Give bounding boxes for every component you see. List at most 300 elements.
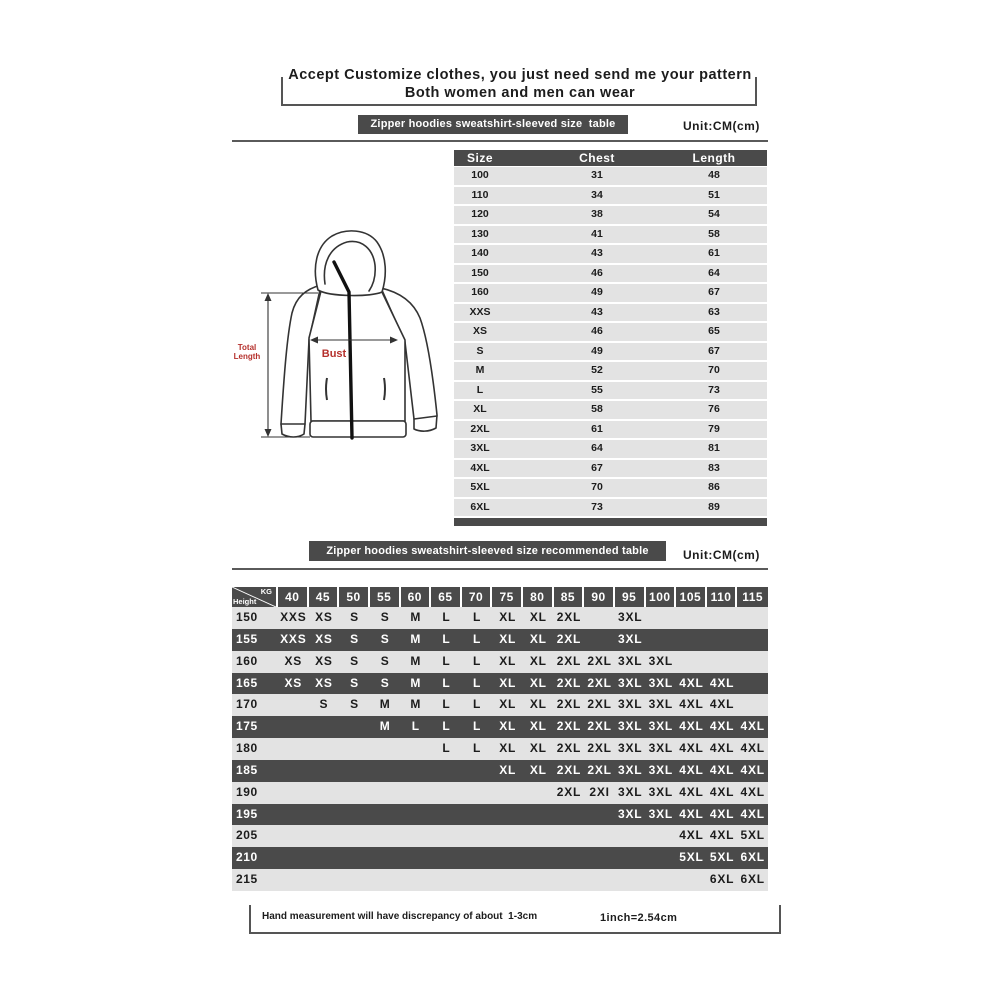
recommended-size-cell: XS: [315, 631, 333, 646]
recommended-size-cell: 2XL: [556, 610, 582, 624]
length-cell: 81: [708, 442, 720, 454]
recommended-size-cell: 3XL: [617, 675, 643, 690]
recommended-size-cell: [339, 716, 370, 738]
chest-cell: 46: [591, 325, 603, 337]
recommended-size-cell: [462, 825, 493, 847]
weight-header-cell: 55: [370, 587, 401, 607]
recommended-size-cell: [554, 804, 585, 826]
recommended-size-cell: [676, 629, 707, 651]
height-label-cell: 210: [236, 850, 258, 865]
recommended-size-cell: M: [410, 631, 422, 646]
recommended-size-cell: XL: [499, 762, 517, 777]
recommended-size-cell: XXS: [280, 631, 307, 646]
recommended-size-cell: [462, 760, 493, 782]
size-cell: 160: [471, 286, 489, 298]
height-label-cell: 175: [236, 719, 258, 734]
recommended-size-cell: M: [410, 653, 422, 668]
recommend-table-title: Zipper hoodies sweatshirt-sleeved size recommended table: [309, 541, 666, 561]
recommended-size-cell: L: [411, 719, 420, 734]
chest-cell: 64: [591, 442, 603, 454]
length-cell: 79: [708, 422, 720, 435]
size-table-row: [454, 167, 767, 185]
size-cell: 5XL: [470, 481, 490, 493]
recommended-size-cell: L: [472, 719, 482, 734]
size-cell: XXS: [469, 305, 491, 318]
recommended-size-cell: XL: [529, 697, 547, 712]
recommend-table-row: [232, 782, 768, 804]
size-table-row: [454, 479, 767, 497]
recommended-size-cell: 5XL: [740, 828, 765, 843]
recommended-size-cell: [492, 825, 523, 847]
chest-cell: 70: [591, 481, 603, 493]
recommended-size-cell: [676, 869, 707, 891]
weight-header-cell: 95: [615, 587, 646, 607]
recommended-size-cell: S: [350, 697, 359, 712]
recommended-size-cell: XL: [529, 762, 547, 777]
recommended-size-cell: [370, 738, 401, 760]
recommended-size-cell: 3XL: [617, 653, 643, 668]
waistband: [310, 421, 406, 437]
recommended-size-cell: [370, 869, 401, 891]
recommended-size-cell: 3XL: [648, 741, 674, 756]
recommend-table-row: [232, 673, 768, 695]
recommended-size-cell: [339, 782, 370, 804]
size-table-row: [454, 323, 767, 341]
recommended-size-cell: [462, 804, 493, 826]
recommended-size-cell: 6XL: [709, 872, 735, 887]
size-table-title: Zipper hoodies sweatshirt-sleeved size table: [358, 115, 628, 134]
recommend-table-row: [232, 760, 768, 782]
recommended-size-cell: XS: [284, 653, 303, 668]
size-table-row: [454, 265, 767, 283]
recommended-size-cell: [584, 607, 615, 629]
weight-header-cell: 110: [707, 587, 738, 607]
recommended-size-cell: S: [380, 610, 390, 624]
recommended-size-cell: [492, 847, 523, 869]
recommended-size-cell: 3XL: [648, 697, 674, 712]
recommended-size-cell: [309, 869, 340, 891]
size-cell: M: [475, 364, 485, 376]
length-cell: 58: [708, 227, 720, 240]
recommended-size-cell: 2XL: [587, 697, 612, 712]
chest-cell: 49: [591, 286, 603, 298]
recommended-size-cell: 6XL: [740, 850, 765, 865]
recommended-size-cell: 4XL: [709, 828, 735, 843]
recommended-size-cell: [278, 694, 309, 716]
recommended-size-cell: L: [442, 675, 451, 690]
recommended-size-cell: [278, 716, 309, 738]
recommended-size-cell: 5XL: [709, 850, 735, 865]
recommended-size-cell: [431, 869, 462, 891]
chest-cell: 61: [591, 422, 603, 435]
height-label-cell: 195: [236, 806, 258, 821]
recommended-size-cell: 3XL: [617, 762, 643, 777]
recommended-size-cell: [523, 869, 554, 891]
recommended-size-cell: [278, 825, 309, 847]
recommended-size-cell: [401, 825, 432, 847]
recommended-size-cell: 4XL: [709, 762, 735, 777]
recommended-size-cell: XL: [529, 610, 547, 624]
recommended-size-cell: [615, 869, 646, 891]
size-table-row: [454, 382, 767, 400]
size-cell: 140: [471, 247, 489, 259]
recommended-size-cell: L: [472, 653, 482, 668]
recommended-size-cell: [278, 869, 309, 891]
weight-header-cell: 100: [646, 587, 677, 607]
recommended-size-cell: 4XL: [709, 697, 735, 712]
length-cell: 48: [708, 169, 720, 181]
recommended-size-cell: M: [410, 697, 422, 712]
chest-cell: 41: [591, 227, 603, 240]
length-cell: 51: [708, 188, 720, 201]
recommended-size-cell: 4XL: [679, 806, 704, 821]
recommended-size-cell: 3XL: [617, 631, 643, 646]
chest-cell: 58: [591, 403, 603, 415]
recommended-size-cell: [309, 847, 340, 869]
chest-cell: 67: [591, 461, 603, 474]
recommended-size-cell: [370, 782, 401, 804]
recommended-size-cell: L: [472, 741, 482, 756]
chest-cell: 43: [591, 247, 603, 259]
length-cell: 67: [708, 344, 720, 357]
recommended-size-cell: L: [442, 697, 451, 712]
recommend-table-row: [232, 629, 768, 651]
length-cell: 83: [708, 461, 720, 474]
recommended-size-cell: [554, 869, 585, 891]
recommended-size-cell: [707, 629, 738, 651]
size-table-row: [454, 206, 767, 224]
recommended-size-cell: 2XL: [556, 719, 582, 734]
recommended-size-cell: 4XL: [709, 784, 735, 799]
recommend-table-row: [232, 738, 768, 760]
recommended-size-cell: [646, 847, 677, 869]
recommended-size-cell: [462, 847, 493, 869]
recommended-size-cell: [615, 847, 646, 869]
length-cell: 64: [708, 266, 720, 279]
recommended-size-cell: [431, 760, 462, 782]
size-cell: 4XL: [470, 461, 490, 474]
recommended-size-cell: L: [472, 631, 482, 646]
recommended-size-cell: XL: [529, 631, 547, 646]
chest-cell: 31: [591, 169, 603, 181]
recommended-size-cell: [278, 782, 309, 804]
recommended-size-cell: 3XL: [617, 784, 643, 799]
weight-header-cell: 90: [584, 587, 615, 607]
recommended-size-cell: XL: [499, 653, 517, 668]
recommended-size-cell: 4XL: [740, 762, 765, 777]
size-table-row: [454, 343, 767, 361]
recommended-size-cell: XL: [499, 697, 517, 712]
size-cell: 110: [471, 188, 489, 201]
height-label-cell: 170: [236, 697, 258, 712]
chest-cell: 73: [591, 500, 603, 513]
customize-headline: Accept Customize clothes, you just need send me your pattern: [288, 67, 752, 83]
recommended-size-cell: [462, 869, 493, 891]
recommended-size-cell: [584, 629, 615, 651]
recommended-size-cell: M: [379, 697, 391, 712]
length-cell: 76: [708, 403, 720, 415]
recommend-table-body: [232, 607, 768, 891]
recommend-table-row: [232, 651, 768, 673]
recommended-size-cell: [339, 869, 370, 891]
recommended-size-cell: [707, 607, 738, 629]
height-label-cell: 160: [236, 653, 258, 668]
recommended-size-cell: [339, 760, 370, 782]
recommended-size-cell: [309, 716, 340, 738]
section-divider: [232, 568, 768, 570]
recommended-size-cell: 2XL: [556, 653, 582, 668]
size-table-row: [454, 284, 767, 302]
recommended-size-cell: XL: [529, 653, 547, 668]
weight-header-cell: 60: [401, 587, 432, 607]
total-length-label: [230, 343, 264, 361]
length-cell: 65: [708, 325, 720, 337]
recommended-size-cell: 2XI: [589, 784, 610, 799]
recommended-size-cell: L: [442, 610, 451, 624]
size-table-row: [454, 460, 767, 478]
recommended-size-cell: XL: [529, 675, 547, 690]
size-table-row: [454, 187, 767, 205]
weight-header-cell: 40: [278, 587, 309, 607]
recommended-size-cell: S: [380, 631, 390, 646]
recommended-size-cell: [646, 607, 677, 629]
recommended-size-cell: [554, 825, 585, 847]
size-table-row: [454, 499, 767, 517]
recommended-size-cell: [523, 782, 554, 804]
chest-cell: 55: [591, 383, 603, 396]
size-table-row: [454, 440, 767, 458]
recommended-size-cell: 4XL: [679, 719, 704, 734]
recommended-size-cell: L: [442, 653, 451, 668]
recommended-size-cell: 4XL: [679, 675, 704, 690]
recommended-size-cell: [584, 847, 615, 869]
weight-axis-label: KG: [260, 587, 272, 596]
recommended-size-cell: [370, 760, 401, 782]
size-cell: 2XL: [470, 422, 490, 435]
weight-header-cell: 65: [431, 587, 462, 607]
recommended-size-cell: [615, 825, 646, 847]
recommended-size-cell: [646, 629, 677, 651]
recommend-table-row: [232, 694, 768, 716]
recommended-size-cell: 4XL: [679, 762, 704, 777]
chest-cell: 34: [591, 188, 603, 201]
recommended-size-cell: [737, 694, 768, 716]
total-length-label-line2: Length: [233, 352, 261, 361]
recommended-size-cell: [523, 847, 554, 869]
weight-header-cell: 105: [676, 587, 707, 607]
recommended-size-cell: [309, 825, 340, 847]
recommended-size-cell: L: [472, 610, 482, 624]
recommended-size-cell: S: [350, 653, 359, 668]
size-table-row: [454, 245, 767, 263]
recommended-size-cell: [492, 869, 523, 891]
recommend-table-row: [232, 804, 768, 826]
recommended-size-cell: 4XL: [740, 741, 765, 756]
recommended-size-cell: [554, 847, 585, 869]
height-label-cell: 205: [236, 828, 258, 843]
recommended-size-cell: XL: [499, 631, 517, 646]
recommended-size-cell: [676, 607, 707, 629]
recommended-size-cell: L: [472, 697, 482, 712]
height-label-cell: 150: [236, 610, 258, 624]
recommended-size-cell: 5XL: [679, 850, 704, 865]
recommended-size-cell: [339, 804, 370, 826]
recommended-size-cell: 4XL: [679, 784, 704, 799]
chest-cell: 46: [591, 266, 603, 279]
height-label-cell: 155: [236, 631, 258, 646]
recommended-size-cell: [370, 847, 401, 869]
recommended-size-cell: 3XL: [617, 697, 643, 712]
recommended-size-cell: 3XL: [617, 806, 643, 821]
weight-header-cell: 75: [492, 587, 523, 607]
recommended-size-cell: 4XL: [679, 828, 704, 843]
recommended-size-cell: [584, 804, 615, 826]
recommended-size-cell: [401, 782, 432, 804]
recommend-table-row: [232, 825, 768, 847]
recommended-size-cell: 2XL: [556, 675, 582, 690]
recommended-size-cell: [370, 804, 401, 826]
recommended-size-cell: [401, 760, 432, 782]
length-cell: 63: [708, 305, 720, 318]
recommended-size-cell: [278, 847, 309, 869]
length-cell: 73: [708, 383, 720, 396]
height-label-cell: 190: [236, 784, 258, 799]
height-weight-corner-cell: [232, 587, 278, 607]
total-length-label-line1: Total: [237, 343, 257, 352]
size-table-row: [454, 362, 767, 380]
recommend-table-row: [232, 869, 768, 891]
size-table-row: [454, 421, 767, 439]
recommended-size-cell: [646, 825, 677, 847]
header-bracket-line: [281, 77, 757, 106]
recommended-size-cell: 4XL: [740, 719, 765, 734]
measurement-discrepancy-note: Hand measurement will have discrepancy of about 1-3cm: [262, 911, 538, 922]
recommended-size-cell: 4XL: [709, 719, 735, 734]
recommended-size-cell: XS: [315, 675, 333, 690]
recommended-size-cell: XL: [529, 719, 547, 734]
inch-conversion-note: 1inch=2.54cm: [600, 912, 678, 924]
recommended-size-cell: XS: [315, 610, 333, 624]
recommended-size-cell: XL: [499, 675, 517, 690]
recommended-size-cell: 2XL: [556, 762, 582, 777]
recommended-size-cell: 3XL: [617, 610, 643, 624]
size-table: [454, 150, 767, 526]
recommended-size-cell: L: [442, 741, 451, 756]
weight-header-cell: 70: [462, 587, 493, 607]
recommended-size-cell: [737, 673, 768, 695]
recommended-size-cell: 3XL: [648, 784, 674, 799]
recommended-size-cell: [584, 825, 615, 847]
left-pocket: [326, 378, 327, 400]
recommended-size-cell: XL: [499, 719, 517, 734]
recommended-size-cell: 4XL: [740, 806, 765, 821]
size-cell: 3XL: [470, 442, 490, 454]
height-label-cell: 185: [236, 762, 258, 777]
height-axis-label: Height: [233, 597, 257, 606]
size-table-body: [454, 167, 767, 516]
recommended-size-cell: XL: [529, 741, 547, 756]
size-cell: XS: [472, 325, 487, 337]
recommended-size-cell: [737, 629, 768, 651]
recommended-size-cell: [431, 825, 462, 847]
recommended-size-cell: [737, 607, 768, 629]
recommended-size-cell: [309, 760, 340, 782]
recommended-size-cell: M: [410, 610, 422, 624]
recommended-size-cell: S: [350, 631, 359, 646]
recommended-size-cell: [492, 804, 523, 826]
recommended-size-cell: [278, 738, 309, 760]
recommended-size-cell: 2XL: [556, 631, 582, 646]
recommended-size-cell: [309, 738, 340, 760]
recommended-size-cell: M: [379, 719, 391, 734]
recommended-size-cell: [339, 738, 370, 760]
recommended-size-cell: S: [380, 653, 390, 668]
recommend-table-row: [232, 607, 768, 629]
size-table-header: [454, 150, 767, 166]
recommended-size-cell: S: [350, 675, 359, 690]
recommended-size-cell: S: [319, 697, 329, 712]
recommended-size-cell: 4XL: [709, 675, 735, 690]
size-table-row: [454, 401, 767, 419]
length-cell: 54: [708, 208, 720, 220]
weight-header-cell: 50: [339, 587, 370, 607]
recommended-size-cell: XXS: [280, 610, 307, 624]
recommended-size-cell: 3XL: [648, 762, 674, 777]
length-column-header: Length: [692, 151, 736, 165]
size-cell: XL: [473, 403, 487, 415]
recommended-size-cell: [339, 847, 370, 869]
recommended-size-cell: 3XL: [648, 719, 674, 734]
recommended-size-cell: 6XL: [740, 872, 765, 887]
recommended-size-cell: [584, 869, 615, 891]
size-cell: 150: [471, 266, 489, 279]
recommended-size-cell: [339, 825, 370, 847]
recommended-size-cell: S: [380, 675, 390, 690]
recommended-size-cell: [401, 804, 432, 826]
hoodie-diagram: [230, 225, 450, 450]
right-pocket: [384, 378, 385, 400]
recommended-size-cell: [523, 825, 554, 847]
recommended-size-cell: [431, 804, 462, 826]
recommended-size-cell: S: [350, 610, 359, 624]
recommended-size-cell: [431, 782, 462, 804]
weight-header-cell: 80: [523, 587, 554, 607]
length-cell: 61: [708, 247, 720, 259]
recommend-table-row: [232, 716, 768, 738]
recommended-size-cell: 2XL: [556, 784, 582, 799]
recommended-size-cell: L: [442, 631, 451, 646]
recommended-size-cell: 4XL: [740, 784, 765, 799]
unisex-subheadline: Both women and men can wear: [404, 85, 636, 101]
recommended-size-cell: XL: [499, 610, 517, 624]
chest-cell: 52: [591, 364, 603, 376]
recommended-size-cell: [646, 869, 677, 891]
recommend-table: [232, 587, 768, 891]
section-divider: [232, 140, 768, 142]
recommended-size-cell: [676, 651, 707, 673]
recommended-size-cell: [278, 804, 309, 826]
size-table-unit: Unit:CM(cm): [683, 119, 760, 133]
recommended-size-cell: [431, 847, 462, 869]
recommended-size-cell: [401, 869, 432, 891]
length-cell: 86: [708, 481, 720, 493]
size-cell: L: [476, 383, 484, 396]
size-cell: 120: [471, 208, 489, 220]
recommended-size-cell: [462, 782, 493, 804]
recommended-size-cell: XS: [284, 675, 303, 690]
recommended-size-cell: 3XL: [617, 719, 643, 734]
recommended-size-cell: [309, 782, 340, 804]
